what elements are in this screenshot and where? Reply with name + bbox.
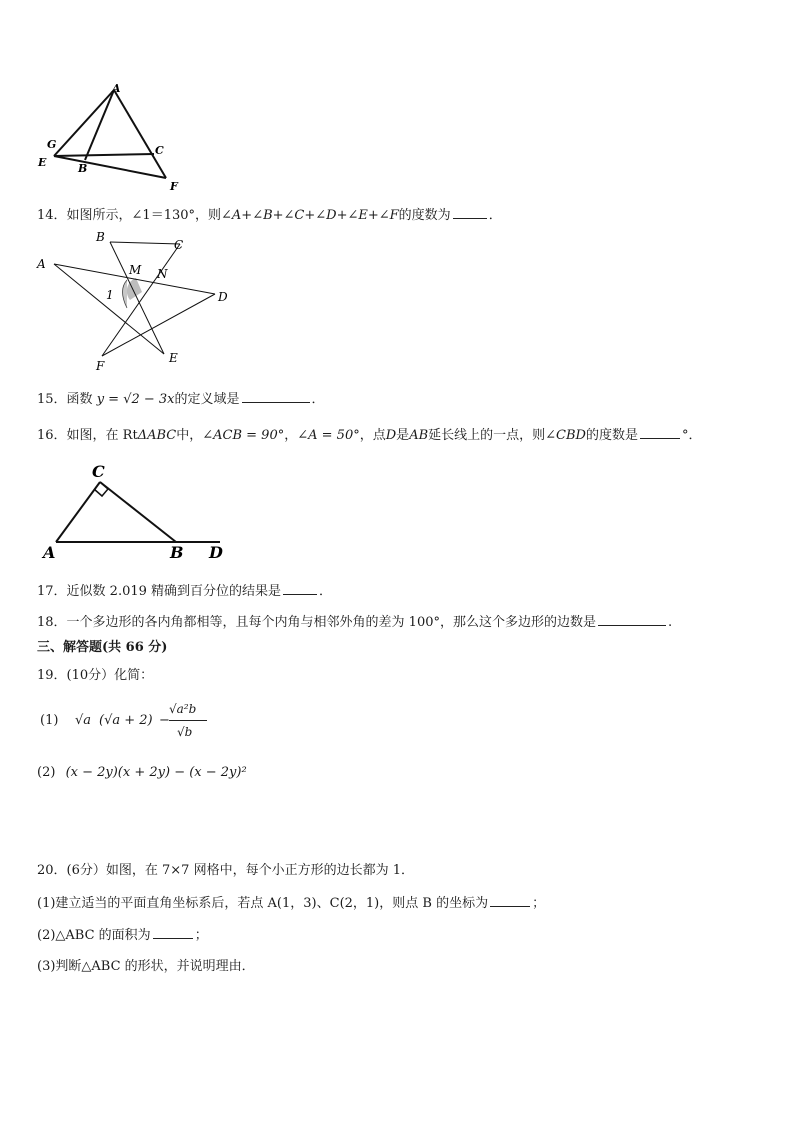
answer-blank-20-2[interactable] [153, 926, 193, 939]
q16-sep: ， [284, 428, 298, 443]
label-F: F [170, 180, 178, 193]
q16-condition-2: ∠A = 50° [297, 428, 360, 443]
label-angle-1: 1 [106, 288, 114, 302]
label-F: F [96, 359, 105, 373]
answer-blank-16[interactable] [640, 426, 680, 439]
question-16 [37, 426, 702, 445]
q19-p2-label: (2) [37, 765, 56, 780]
q19-p1-denominator: √b [177, 725, 193, 739]
question-19-part-2 [37, 764, 247, 782]
q14-suffix: 的度数为 [398, 208, 451, 223]
label-C: C [92, 462, 105, 481]
question-20-title: 20．(6分）如图，在 7×7 网格中，每个小正方形的边长都为 1． [37, 863, 414, 878]
q16-prefix: 16．如图，在 Rt [37, 428, 138, 443]
q15-function: y = √2 − 3x [96, 392, 175, 407]
q19-p2-expression: (x − 2y)(x + 2y) − (x − 2y)² [65, 765, 247, 780]
q16-triangle: ΔABC [137, 428, 177, 443]
q15-end: ． [311, 392, 325, 407]
q16-condition-1: ∠ACB = 90° [202, 428, 285, 443]
q16-text-3: 是 [396, 428, 410, 443]
figure-q13 [30, 82, 190, 192]
label-M: M [129, 263, 142, 277]
q17-text: 17．近似数 2.019 精确到百分位的结果是 [37, 584, 282, 599]
question-14 [37, 206, 502, 225]
label-G: G [47, 138, 57, 151]
question-19-title: 19．(10分）化简： [37, 668, 154, 683]
q16-text-2: ，点 [359, 428, 386, 443]
answer-blank-14[interactable] [453, 206, 487, 219]
q14-prefix: 14．如图所示，∠1＝130°，则 [37, 208, 222, 223]
q15-prefix: 15．函数 [37, 392, 93, 407]
answer-blank-15[interactable] [242, 390, 310, 403]
figure-q16 [38, 460, 238, 560]
section-heading: 三、解答题(共 66 分) [37, 640, 168, 655]
answer-blank-17[interactable] [283, 582, 317, 595]
q14-expression: ∠A+∠B+∠C+∠D+∠E+∠F [221, 208, 399, 223]
question-20-part-2 [37, 926, 208, 945]
label-C: C [174, 238, 184, 252]
q18-end: . [668, 615, 673, 630]
q16-text-4: 延长线上的一点，则 [428, 428, 546, 443]
label-E: E [169, 351, 178, 365]
q16-point-d: D [385, 428, 397, 443]
q16-segment: AB [409, 428, 429, 443]
label-D: D [209, 543, 223, 562]
label-B: B [170, 543, 184, 562]
label-B: B [78, 162, 88, 175]
q19-p1-paren: (√a + 2) [99, 713, 153, 728]
q16-ask-angle: ∠CBD [545, 428, 586, 443]
question-15 [37, 390, 325, 409]
q20-p2-text: (2)△ABC 的面积为 [37, 928, 151, 943]
label-N: N [157, 267, 168, 281]
q20-p2-end: ； [194, 928, 208, 943]
fraction-bar [169, 720, 207, 721]
question-20-part-1 [37, 894, 545, 913]
label-A: A [43, 543, 56, 562]
figure-q14 [34, 232, 234, 372]
answer-blank-18[interactable] [598, 613, 666, 626]
question-18 [37, 613, 672, 632]
question-20-part-3: (3)判断△ABC 的形状，并说明理由． [37, 959, 255, 974]
q15-suffix: 的定义域是 [174, 392, 240, 407]
label-C: C [155, 144, 164, 157]
q19-p1-minus: − [159, 713, 170, 728]
label-E: E [38, 156, 47, 169]
label-D: D [218, 290, 228, 304]
label-B: B [96, 230, 105, 244]
q17-end: ． [319, 584, 333, 599]
q19-p1-label: (1) [40, 713, 59, 728]
q18-text: 18．一个多边形的各内角都相等，且每个内角与相邻外角的差为 100°，那么这个多边形的边数是 [37, 615, 596, 630]
q16-suffix: 的度数是 [585, 428, 638, 443]
label-A: A [37, 257, 46, 271]
q16-text-1: 中， [176, 428, 203, 443]
q19-p1-sqrt-a: √a [75, 713, 92, 728]
answer-blank-20-1[interactable] [490, 894, 530, 907]
q20-p1-text: (1)建立适当的平面直角坐标系后，若点 A(1，3)、C(2，1)，则点 B 的坐标为 [37, 896, 489, 911]
label-A: A [112, 82, 121, 95]
q19-p1-numerator: √a²b [169, 702, 197, 716]
q20-p1-end: ； [532, 896, 546, 911]
q16-end: °． [682, 428, 702, 443]
q14-end: ． [488, 208, 502, 223]
question-17 [37, 582, 332, 601]
